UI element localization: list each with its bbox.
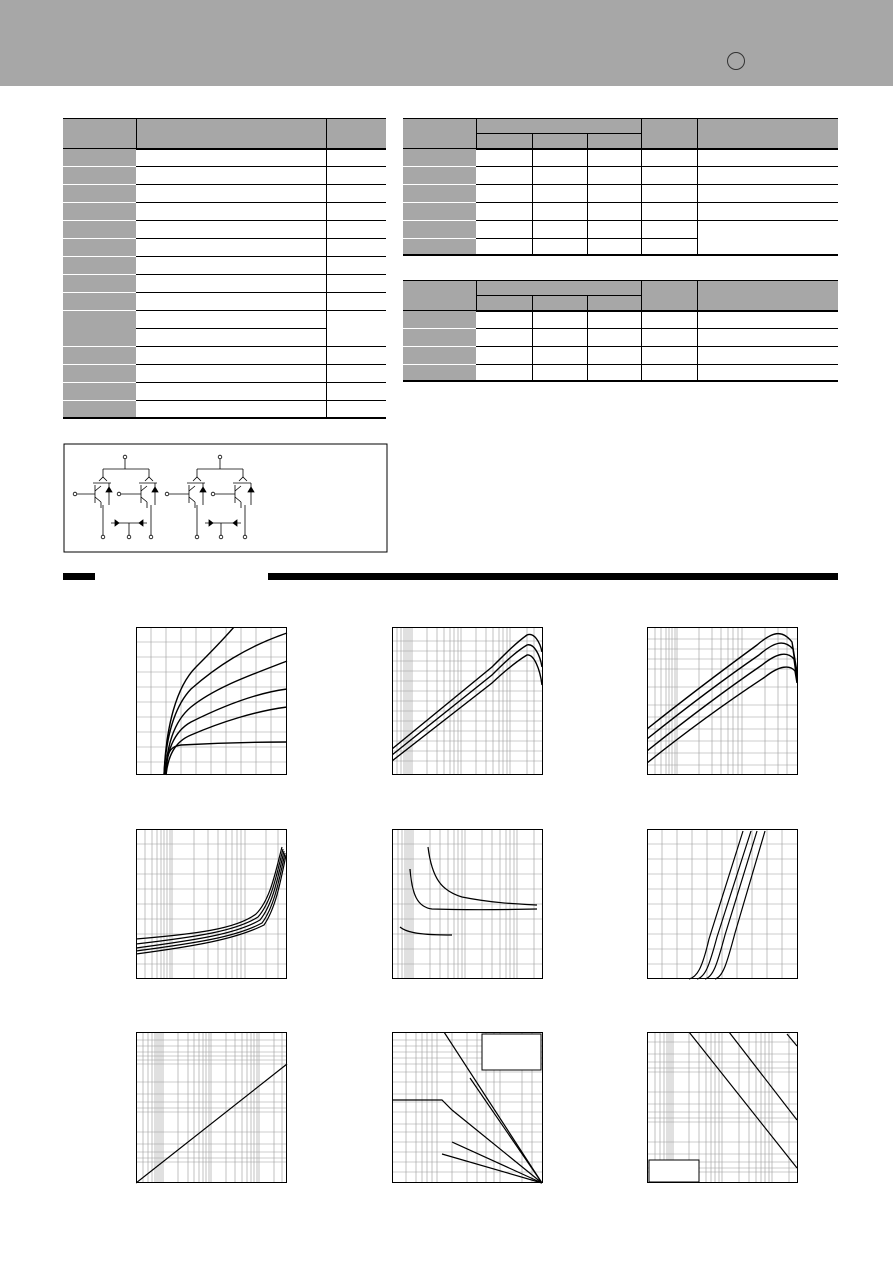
right-spec-table-bottom [403,280,839,384]
graph-output-characteristics [136,627,288,776]
left-spec-table [63,118,387,420]
graph-safe-operating-area [392,1032,544,1184]
header-band [0,0,893,86]
graph-decay-curves [392,829,544,980]
graph-log-rising [392,627,544,776]
graph-log-rising-2 [647,627,799,776]
right-spec-table-top [403,118,839,258]
graph-transient-thermal [647,1032,799,1184]
characteristics-bar-right [268,573,838,580]
graph-steep-rise [647,829,799,980]
graph-diagonal-line [136,1032,288,1184]
graph-exponential-rise [136,829,288,980]
circle-mark-icon [727,52,745,70]
characteristics-bar-left [63,573,95,580]
circuit-diagram [63,443,388,554]
